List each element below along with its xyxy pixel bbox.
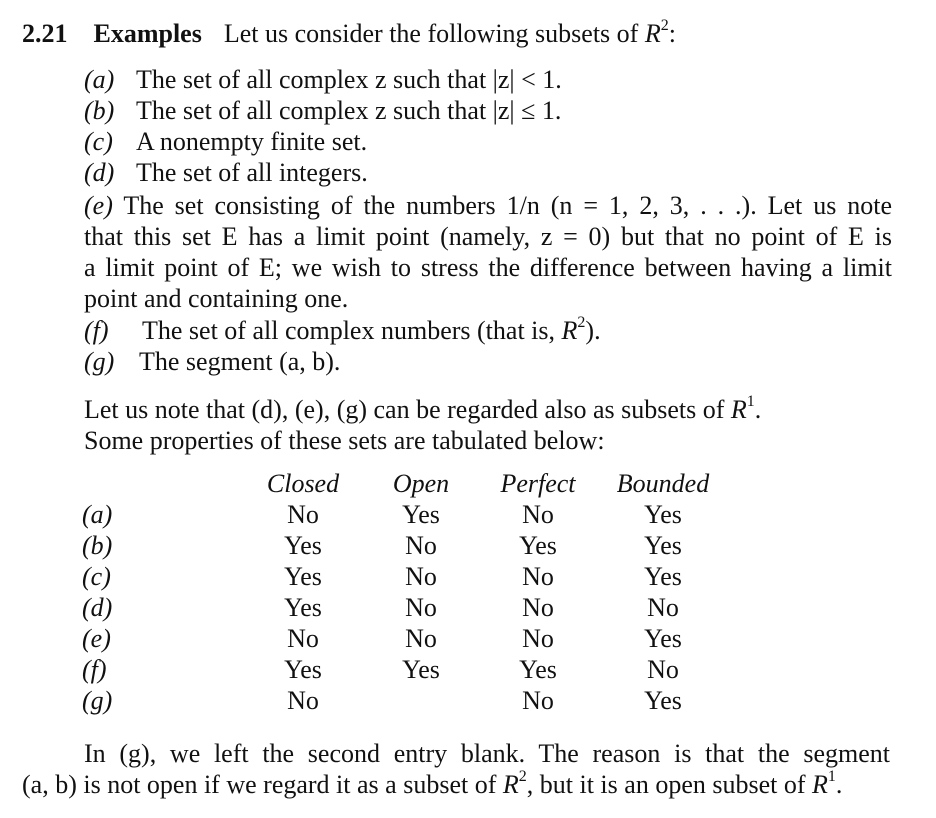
table-row bbox=[80, 499, 728, 530]
item-label: (e) bbox=[84, 191, 113, 220]
list-item-c bbox=[84, 126, 367, 157]
item-label: (a) bbox=[84, 65, 115, 94]
cell-closed: Yes bbox=[284, 531, 322, 560]
cell-open bbox=[364, 685, 478, 716]
item-text: The set of all complex z such that |z| < 1. bbox=[136, 65, 562, 94]
cell-closed: Yes bbox=[284, 593, 322, 622]
header-label bbox=[80, 468, 242, 499]
cell-perfect: Yes bbox=[519, 655, 557, 684]
row-label: (c) bbox=[82, 562, 111, 591]
cell-perfect: No bbox=[522, 686, 554, 715]
item-label: (g) bbox=[84, 347, 115, 376]
item-text: A nonempty finite set. bbox=[136, 127, 368, 156]
item-label: (b) bbox=[84, 96, 115, 125]
item-text-line1: The set consisting of the numbers 1/n (n = 1, 2, 3, . . .). Let us note bbox=[123, 191, 893, 220]
section-title: Examples bbox=[93, 19, 202, 48]
list-item-g bbox=[84, 346, 340, 377]
table-row bbox=[80, 530, 728, 561]
cell-open: Yes bbox=[402, 500, 440, 529]
cell-open: No bbox=[405, 531, 437, 560]
row-label: (e) bbox=[82, 624, 111, 653]
note-line-1: Let us note that (d), (e), (g) can be regarded also as subsets of $R^1$. bbox=[84, 393, 762, 424]
section-number: 2.21 bbox=[22, 19, 68, 48]
list-item-f bbox=[84, 315, 601, 346]
cell-closed: No bbox=[287, 624, 319, 653]
cell-closed: Yes bbox=[284, 655, 322, 684]
item-text: The set of all complex numbers (that is, $R^2$). bbox=[142, 314, 601, 345]
cell-bounded: Yes bbox=[644, 624, 682, 653]
cell-bounded: Yes bbox=[644, 686, 682, 715]
row-label: (f) bbox=[82, 655, 107, 684]
table-header-row bbox=[80, 468, 728, 499]
table-row bbox=[80, 592, 728, 623]
properties-table bbox=[80, 468, 728, 716]
cell-closed: Yes bbox=[284, 562, 322, 591]
item-text: The set of all complex z such that |z| ≤ 1. bbox=[136, 96, 562, 125]
row-label: (b) bbox=[82, 531, 113, 560]
section-heading bbox=[22, 18, 676, 49]
header-closed: Closed bbox=[266, 469, 340, 498]
cell-open: No bbox=[405, 562, 437, 591]
cell-perfect: No bbox=[522, 562, 554, 591]
cell-closed: No bbox=[287, 686, 319, 715]
table-row bbox=[80, 654, 728, 685]
row-label: (a) bbox=[82, 500, 113, 529]
cell-perfect: No bbox=[522, 624, 554, 653]
closing-line-2: (a, b) is not open if we regard it as a subset of $R^2$, but it is an open subset of $R^1$. bbox=[22, 768, 843, 799]
item-label: (d) bbox=[84, 158, 115, 187]
cell-perfect: No bbox=[522, 593, 554, 622]
item-text: The set of all integers. bbox=[136, 158, 368, 187]
item-e-line2: that this set E has a limit point (namely, z = 0) but that no point of E is bbox=[84, 222, 892, 251]
item-label: (c) bbox=[84, 127, 113, 156]
cell-open: No bbox=[405, 624, 437, 653]
note-line-2: Some properties of these sets are tabulated below: bbox=[84, 426, 605, 455]
cell-closed: No bbox=[287, 500, 319, 529]
closing-line-1: In (g), we left the second entry blank. The reason is that the segment bbox=[84, 739, 890, 768]
list-item-d bbox=[84, 157, 368, 188]
list-item-a bbox=[84, 64, 562, 95]
cell-perfect: No bbox=[522, 500, 554, 529]
header-bounded: Bounded bbox=[616, 469, 710, 498]
item-e-line3: a limit point of E; we wish to stress the difference between having a limit bbox=[84, 253, 892, 282]
header-perfect: Perfect bbox=[500, 469, 576, 498]
row-label: (d) bbox=[82, 593, 113, 622]
cell-open: Yes bbox=[402, 655, 440, 684]
row-label: (g) bbox=[82, 686, 113, 715]
header-open: Open bbox=[392, 469, 450, 498]
list-item-e bbox=[84, 190, 892, 221]
list-item-b bbox=[84, 95, 561, 126]
cell-bounded: No bbox=[647, 593, 679, 622]
cell-bounded: Yes bbox=[644, 531, 682, 560]
cell-bounded: No bbox=[647, 655, 679, 684]
item-e-line4: point and containing one. bbox=[84, 284, 349, 313]
cell-bounded: Yes bbox=[644, 500, 682, 529]
table-row bbox=[80, 561, 728, 592]
table-row bbox=[80, 685, 728, 716]
cell-bounded: Yes bbox=[644, 562, 682, 591]
section-intro: Let us consider the following subsets of $R^2$: bbox=[223, 17, 676, 48]
cell-open: No bbox=[405, 593, 437, 622]
item-text: The segment (a, b). bbox=[139, 347, 341, 376]
item-label: (f) bbox=[84, 316, 109, 345]
cell-perfect: Yes bbox=[519, 531, 557, 560]
table-row bbox=[80, 623, 728, 654]
